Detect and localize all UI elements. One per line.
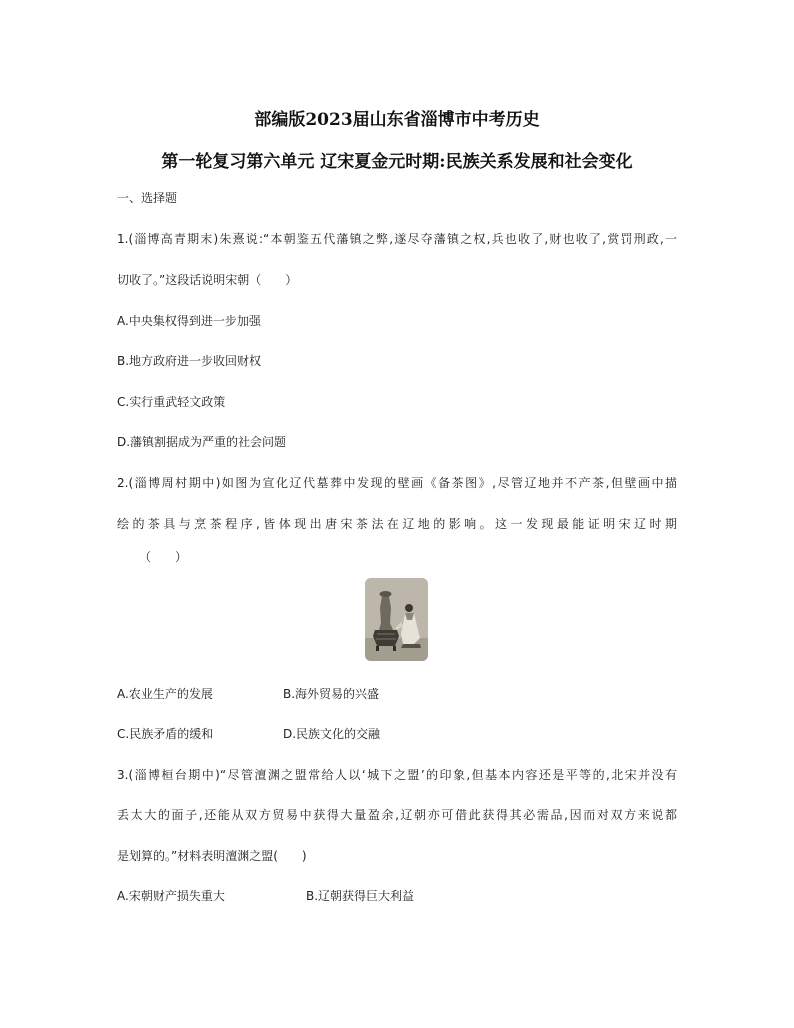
document-title-line1: 部编版2023届山东省淄博市中考历史 (254, 110, 540, 130)
question-1-option-d: D.藩镇割据成为严重的社会问题 (117, 435, 287, 449)
mural-tea-image (365, 578, 428, 661)
question-2-stem-line1: 2.(淄博周村期中)如图为宣化辽代墓葬中发现的壁画《备茶图》,尽管辽地并不产茶,但壁画中描 (117, 476, 677, 490)
question-3-option-b: B.辽朝获得巨大利益 (306, 889, 415, 903)
question-3-stem-line2: 丢太大的面子,还能从双方贸易中获得大量盈余,辽朝亦可借此获得其必需品,因而对双方来说都 (117, 808, 677, 822)
question-2-option-d: D.民族文化的交融 (283, 727, 381, 741)
question-1-stem-line1: 1.(淄博高青期末)朱熹说:“本朝鉴五代藩镇之弊,遂尽夺藩镇之权,兵也收了,财也收了,赏罚刑政,一 (117, 232, 677, 246)
question-1-option-c: C.实行重武轻文政策 (117, 395, 226, 409)
question-2-option-b: B.海外贸易的兴盛 (283, 687, 380, 701)
question-1-option-a: A.中央集权得到进一步加强 (117, 314, 261, 328)
question-3-stem-line3: 是划算的。”材料表明澶渊之盟( ) (117, 849, 307, 863)
question-2-option-a: A.农业生产的发展 (117, 687, 213, 701)
question-2-option-c: C.民族矛盾的缓和 (117, 727, 214, 741)
document-title-line2: 第一轮复习第六单元 辽宋夏金元时期:民族关系发展和社会变化 (161, 152, 633, 172)
section-heading: 一、选择题 (117, 191, 178, 205)
question-2-stem-line2: 绘的茶具与烹茶程序,皆体现出唐宋茶法在辽地的影响。这一发现最能证明宋辽时期 (117, 517, 677, 531)
question-1-option-b: B.地方政府进一步收回财权 (117, 354, 262, 368)
question-2-stem-line3: （ ） (139, 550, 188, 564)
question-3-option-a: A.宋朝财产损失重大 (117, 889, 225, 903)
question-3-stem-line1: 3.(淄博桓台期中)“尽管澶渊之盟常给人以‘城下之盟’的印象,但基本内容还是平等的,北宋并没有 (117, 768, 677, 782)
question-1-stem-line2: 切收了。”这段话说明宋朝（ ） (117, 273, 298, 287)
